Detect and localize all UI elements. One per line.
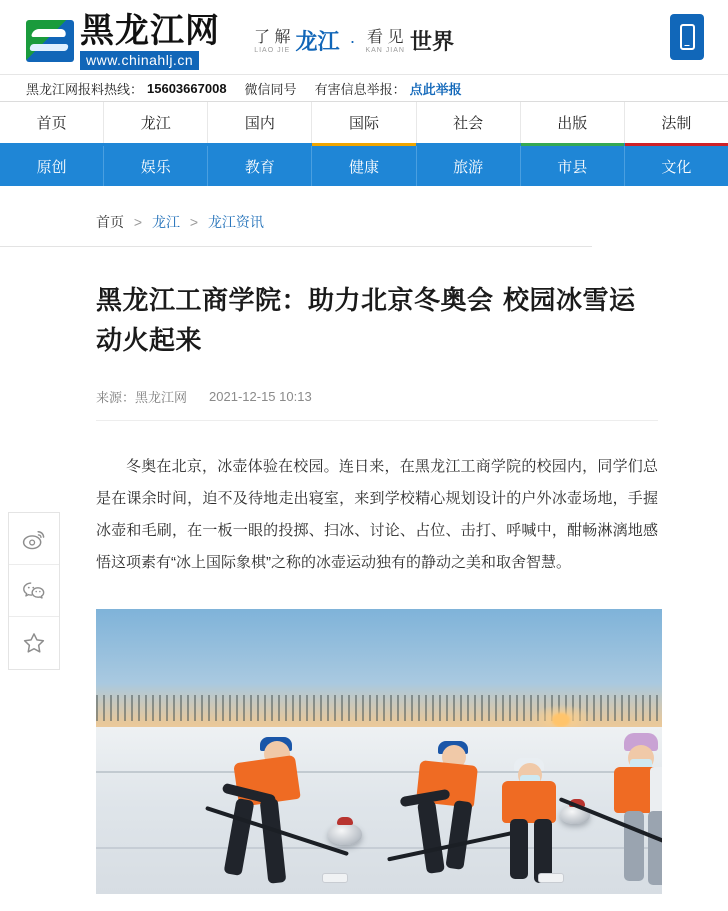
nav-item-society[interactable]: 社会 <box>417 102 521 143</box>
breadcrumb-level2[interactable]: 龙江 <box>151 214 180 230</box>
slogan-kanjian <box>365 29 405 54</box>
nav-item-entertainment[interactable]: 娱乐 <box>104 146 208 186</box>
slogan-shijie <box>410 30 454 54</box>
content-wrapper <box>0 212 728 894</box>
breadcrumb-current[interactable]: 龙江资讯 <box>207 214 264 230</box>
logo-url: www.chinahlj.cn <box>80 51 199 70</box>
secondary-nav <box>0 146 728 186</box>
nav-item-original[interactable]: 原创 <box>0 146 104 186</box>
slogan-liaojie-cn: 了 解 <box>254 28 291 46</box>
hotline-report-label: 有害信息举报： <box>314 81 406 97</box>
slogan-liaojie <box>254 29 290 54</box>
wechat-share-icon[interactable] <box>9 565 59 617</box>
slogan-part-1 <box>254 29 339 54</box>
logo-mark-icon <box>26 20 74 62</box>
source-name: 黑龙江网 <box>135 390 188 405</box>
image-player-1-broom-head <box>322 873 348 883</box>
nav-item-home[interactable]: 首页 <box>0 102 104 143</box>
image-player-4-leg-a <box>624 811 644 881</box>
site-slogan <box>254 29 454 54</box>
image-player-4 <box>594 733 662 891</box>
breadcrumb-separator-2: > <box>189 214 199 230</box>
breadcrumb <box>0 212 592 247</box>
image-player-3 <box>488 757 580 889</box>
article-meta <box>96 387 658 406</box>
hotline-report-link[interactable]: 点此举报 <box>409 81 462 97</box>
slogan-shijie-cn: 世界 <box>409 28 454 54</box>
nav-item-international[interactable]: 国际 <box>312 102 416 143</box>
image-player-4-broom-head <box>538 873 564 883</box>
share-rail <box>8 512 60 670</box>
meta-divider <box>96 420 658 421</box>
slogan-longjiang-cn: 龙江 <box>295 28 340 54</box>
star-glyph <box>21 630 47 656</box>
site-masthead <box>0 0 728 74</box>
weibo-share-icon[interactable] <box>9 513 59 565</box>
slogan-kanjian-pinyin: KAN JIAN <box>365 46 405 54</box>
image-player-1 <box>206 737 326 887</box>
image-player-2-leg-a <box>417 800 445 874</box>
hotline-number: 15603667008 <box>147 80 227 96</box>
favorite-star-icon[interactable] <box>9 617 59 669</box>
article-body <box>0 281 728 579</box>
image-player-1-leg-a <box>224 798 255 876</box>
logo-text <box>80 10 220 70</box>
nav-item-cities[interactable]: 市县 <box>521 146 625 186</box>
hotline-bar <box>0 74 728 102</box>
weibo-glyph <box>21 526 47 552</box>
mobile-phone-icon[interactable] <box>670 14 704 60</box>
primary-nav <box>0 102 728 146</box>
source-label: 来源： <box>96 390 136 405</box>
timestamp: 2021-12-15 10:13 <box>209 389 312 404</box>
slogan-dot: · <box>349 30 356 51</box>
slogan-liaojie-pinyin: LIAO JIE <box>254 46 291 54</box>
image-player-4-leg-b <box>648 811 662 885</box>
nav-item-domestic[interactable]: 国内 <box>208 102 312 143</box>
nav-item-longjiang[interactable]: 龙江 <box>104 102 208 143</box>
slogan-part-2 <box>365 29 454 54</box>
nav-item-culture[interactable]: 文化 <box>661 158 692 176</box>
image-player-2-leg-b <box>445 800 472 870</box>
logo-title: 黑龙江网 <box>80 10 220 51</box>
slogan-kanjian-cn: 看 见 <box>367 28 404 46</box>
nav-item-education[interactable]: 教育 <box>208 146 312 186</box>
image-player-3-leg-a <box>510 819 528 879</box>
phone-glyph <box>680 24 695 50</box>
nav-item-health[interactable]: 健康 <box>312 146 416 186</box>
article-paragraph-1: 冬奥在北京，冰壶体验在校园。连日来，在黑龙江工商学院的校园内，同学们总是在课余时间，迫不及待地走出寝室，来到学校精心规划设计的户外冰壶场地，手握冰壶和毛刷，在一板一眼的投掷、扫冰、讨论、占位、击打、呼喊中，酣畅淋漓地感悟这项素有“冰上国际象棋”之称的冰壶运动独有的静动之美和取舍智慧。 <box>96 458 658 571</box>
page-title: 黑龙江工商学院：助力北京冬奥会 校园冰雪运动火起来 <box>96 286 636 356</box>
breadcrumb-separator: > <box>133 214 143 230</box>
nav-item-law[interactable]: 法制 <box>625 102 728 143</box>
wechat-glyph <box>21 578 47 604</box>
hotline-wechat-label: 微信同号 <box>244 81 297 97</box>
nav-item-publishing[interactable]: 出版 <box>521 102 625 143</box>
site-logo[interactable] <box>26 10 220 70</box>
image-curling-stone-1 <box>328 823 362 845</box>
nav-item-travel[interactable]: 旅游 <box>417 146 521 186</box>
slogan-longjiang <box>295 30 339 54</box>
image-player-3-vest <box>502 781 556 823</box>
image-player-2 <box>392 739 502 889</box>
image-sun <box>552 713 570 727</box>
image-player-1-leg-b <box>260 798 287 883</box>
hotline-label: 黑龙江网报料热线： <box>26 81 144 97</box>
breadcrumb-home[interactable]: 首页 <box>96 214 124 230</box>
article-image-curling <box>96 609 662 894</box>
